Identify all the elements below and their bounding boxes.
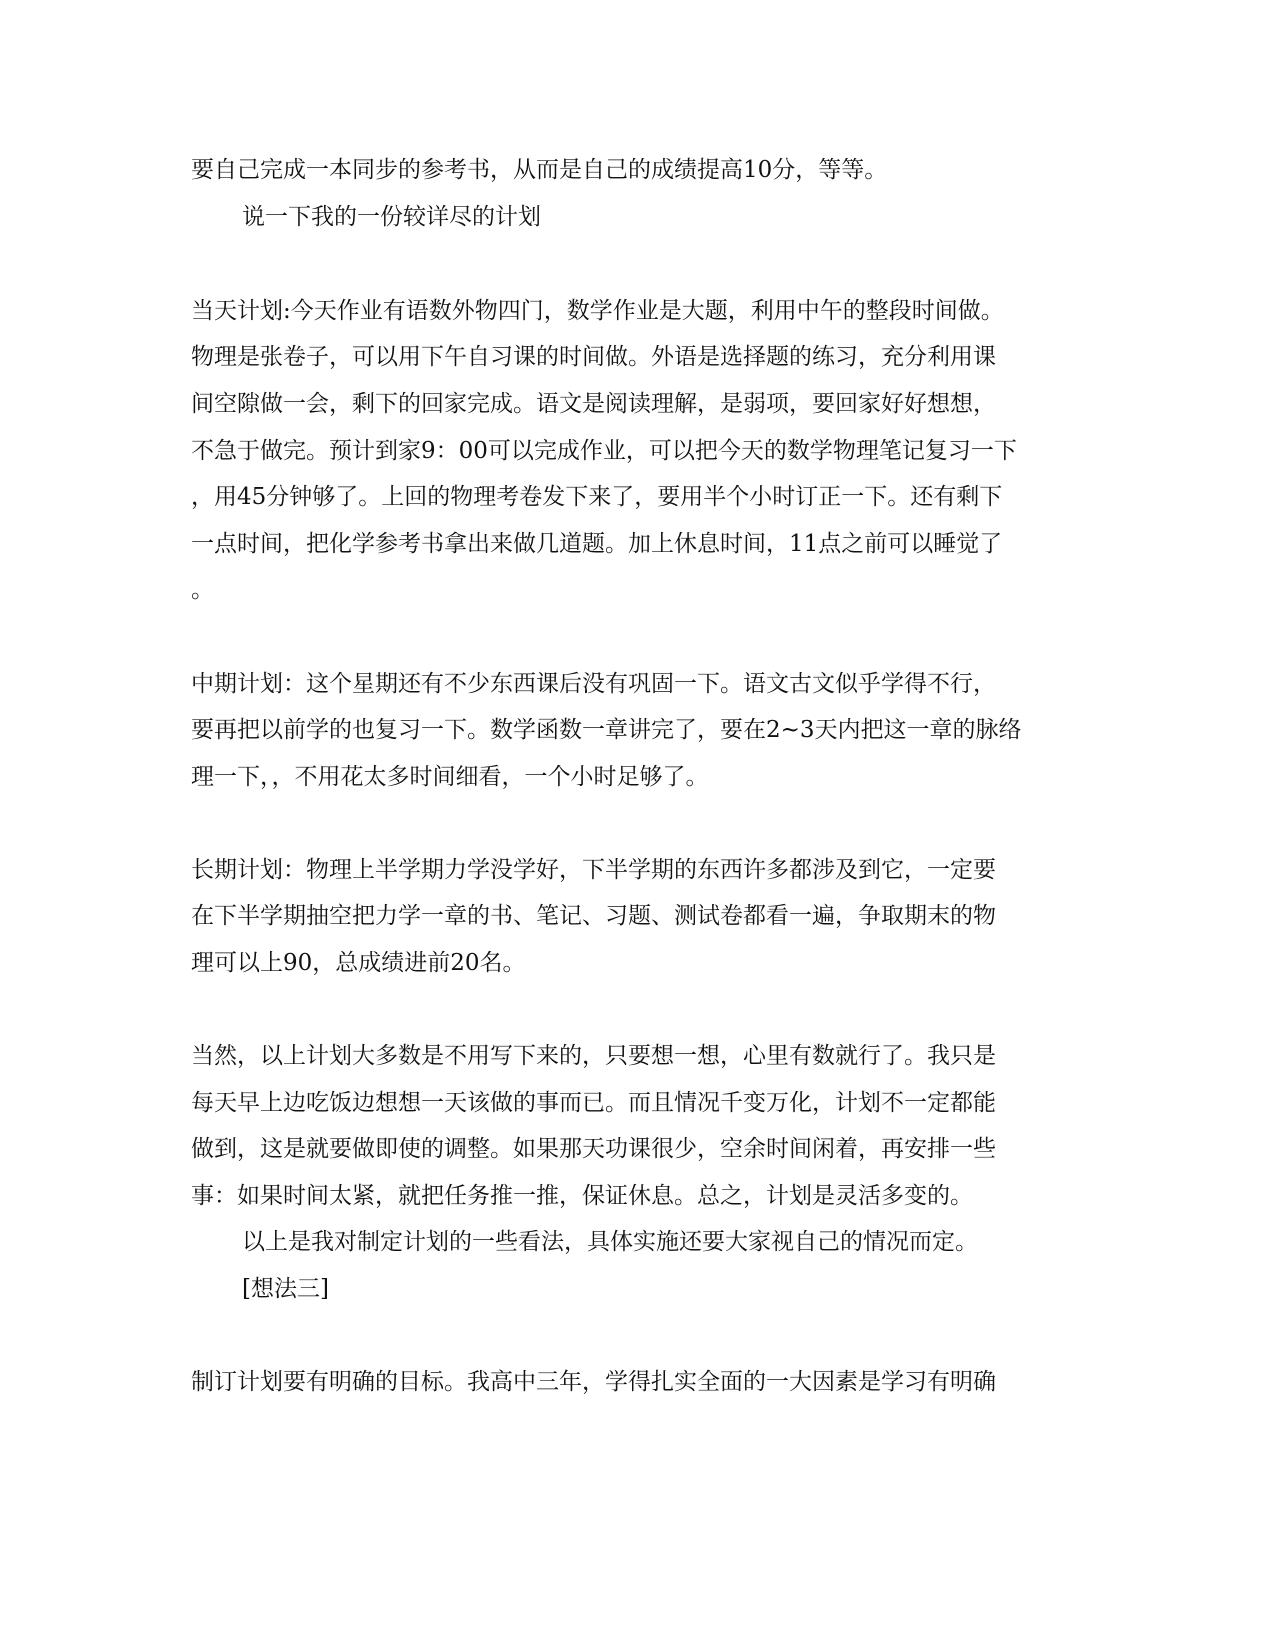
text-line: 说一下我的一份较详尽的计划 — [242, 204, 541, 230]
text-line: 理一下，，不用花太多时间细看，一个小时足够了。 — [191, 764, 709, 790]
text-line: 每天早上边吃饭边想想一天该做的事而已。而且情况千变万化，计划不一定都能 — [191, 1090, 996, 1116]
text-line: 要自己完成一本同步的参考书，从而是自己的成绩提高10分，等等。 — [191, 157, 888, 183]
text-line: 。 — [191, 577, 214, 603]
section-heading: [想法三] — [242, 1276, 329, 1302]
text-line: 事：如果时间太紧，就把任务推一推，保证休息。总之，计划是灵活多变的。 — [191, 1183, 973, 1209]
text-line: 长期计划：物理上半学期力学没学好，下半学期的东西许多都涉及到它，一定要 — [191, 857, 996, 883]
text-line: 一点时间，把化学参考书拿出来做几道题。加上休息时间，11点之前可以睡觉了 — [191, 531, 1003, 557]
text-line: 不急于做完。预计到家9：00可以完成作业，可以把今天的数学物理笔记复习一下 — [191, 438, 1017, 464]
text-line: 间空隙做一会，剩下的回家完成。语文是阅读理解，是弱项，要回家好好想想， — [191, 391, 996, 417]
text-line: 在下半学期抽空把力学一章的书、笔记、习题、测试卷都看一遍，争取期末的物 — [191, 903, 996, 929]
text-line: 做到，这是就要做即使的调整。如果那天功课很少，空余时间闲着，再安排一些 — [191, 1136, 996, 1162]
text-line: 要再把以前学的也复习一下。数学函数一章讲完了，要在2~3天内把这一章的脉络 — [191, 717, 1022, 743]
text-line: 理可以上90，总成绩进前20名。 — [191, 950, 526, 976]
text-line: 中期计划：这个星期还有不少东西课后没有巩固一下。语文古文似乎学得不行， — [191, 671, 996, 697]
text-line: 当天计划:今天作业有语数外物四门，数学作业是大题，利用中午的整段时间做。 — [191, 298, 1004, 324]
text-line: ，用45分钟够了。上回的物理考卷发下来了，要用半个小时订正一下。还有剩下 — [191, 484, 1003, 510]
text-line: 当然，以上计划大多数是不用写下来的，只要想一想，心里有数就行了。我只是 — [191, 1043, 996, 1069]
text-line: 制订计划要有明确的目标。我高中三年，学得扎实全面的一大因素是学习有明确 — [191, 1369, 996, 1395]
text-line: 以上是我对制定计划的一些看法，具体实施还要大家视自己的情况而定。 — [242, 1229, 978, 1255]
text-line: 物理是张卷子，可以用下午自习课的时间做。外语是选择题的练习，充分利用课 — [191, 344, 996, 370]
